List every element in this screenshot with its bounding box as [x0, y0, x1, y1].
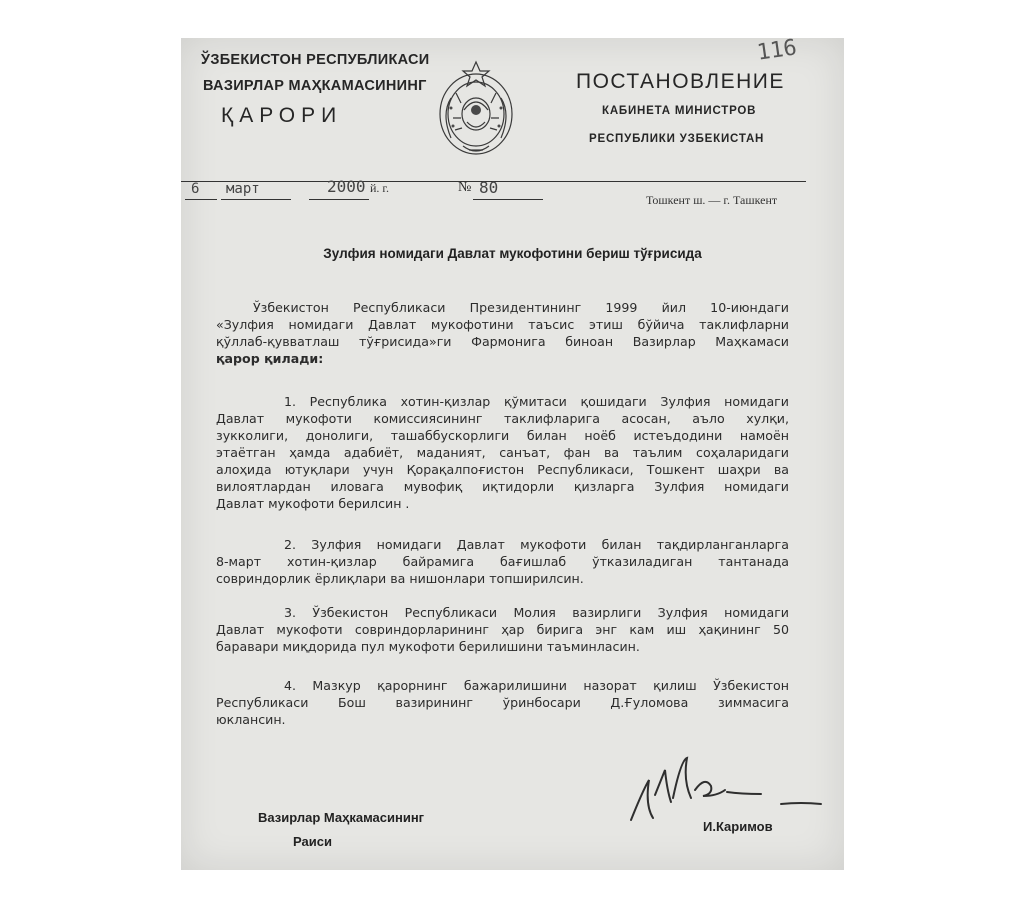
signatory-name: И.Каримов: [703, 819, 773, 834]
paragraph-1-line: Давлат мукофоти берилсин .: [216, 496, 410, 511]
paragraph-1-line: этаётган ҳамда адабиёт, маданият, санъат, фан ва таълим соҳаларидаги: [216, 445, 789, 460]
page-number: 116: [755, 35, 799, 66]
date-month: март: [226, 181, 260, 197]
document-page: [181, 35, 844, 870]
header-uz-line2: ВАЗИРЛАР МАҲКАМАСИНИНГ: [203, 78, 427, 94]
signatory-position-line2: Раиси: [293, 834, 332, 849]
paragraph-2-line: 8-март хотин-қизлар байрамига бағишлаб ўтказиладиган тантанада: [216, 554, 789, 569]
place: Тошкент ш. — г. Ташкент: [646, 193, 778, 207]
paragraph-1-line: вилоятлардан иловага мувофиқ иқтидорли қизларга Зулфия номидаги: [216, 479, 789, 494]
paragraph-4-line: юклансин.: [216, 712, 286, 727]
state-emblem-icon: [431, 58, 521, 162]
paragraph-3-line: баравари миқдорида пул мукофоти берилишини таъминласин.: [216, 639, 640, 654]
signature-icon: [621, 750, 841, 830]
doc-number: 80: [479, 178, 499, 197]
paragraph-1-line: 1. Республика хотин-қизлар қўмитаси қошидаги Зулфия номидаги: [284, 394, 789, 409]
date-year: 2000: [327, 177, 366, 196]
paragraph-1-line: Давлат мукофоти комиссиясининг таклифларига асосан, аъло хулқи,: [216, 411, 789, 426]
header-uz-line3: ҚАРОРИ: [221, 104, 343, 127]
date-year-underline: [309, 199, 369, 200]
date-year-suffix: й. г.: [370, 181, 389, 195]
paragraph-3-line: Давлат мукофоти совриндорларининг ҳар бирига энг кам иш ҳақининг 50: [216, 622, 789, 637]
header-ru-line2: КАБИНЕТА МИНИСТРОВ: [602, 105, 757, 117]
preamble-line: қўллаб-қувватлаш тўғрисида»ги Фармонига биноан Вазирлар Маҳкамаси: [216, 334, 789, 349]
paragraph-2-line: 2. Зулфия номидаги Давлат мукофоти билан тақдирланганларга: [284, 537, 789, 552]
doc-number-underline: [473, 199, 543, 200]
header-uz-line1: ЎЗБЕКИСТОН РЕСПУБЛИКАСИ: [201, 52, 430, 68]
signatory-position-line1: Вазирлар Маҳкамасининг: [258, 810, 425, 825]
paragraph-1-line: зукколиги, донолиги, ташаббускорлиги билан ноёб истеъдодини намоён: [216, 428, 789, 443]
preamble-line: Ўзбекистон Республикаси Президентининг 1999 йил 10-июндаги: [253, 300, 789, 315]
paragraph-1-line: алоҳида ютуқлари учун Қорақалпоғистон Республикаси, Тошкент шаҳри ва: [216, 462, 789, 477]
header-ru-line3: РЕСПУБЛИКИ УЗБЕКИСТАН: [589, 133, 765, 145]
paragraph-4-line: 4. Мазкур қарорнинг бажарилишини назорат қилиш Ўзбекистон: [284, 678, 789, 693]
paragraph-2-line: совриндорлик ёрлиқлари ва нишонлари топширилсин.: [216, 571, 584, 586]
header-ru-line1: ПОСТАНОВЛЕНИЕ: [576, 70, 785, 93]
preamble-line: «Зулфия номидаги Давлат мукофотини таъсис этиш бўйича таклифларни: [216, 317, 789, 332]
decision-phrase: қарор қилади:: [216, 351, 324, 366]
paragraph-3-line: 3. Ўзбекистон Республикаси Молия вазирлиги Зулфия номидаги: [284, 605, 789, 620]
date-month-underline: [221, 199, 291, 200]
document-title: Зулфия номидаги Давлат мукофотини бериш тўғрисида: [323, 246, 702, 261]
date-day: 6: [191, 181, 200, 197]
date-day-underline: [185, 199, 217, 200]
paragraph-4-line: Республикаси Бош вазирининг ўринбосари Д.Ғуломова зиммасига: [216, 695, 789, 710]
number-label: №: [458, 180, 472, 195]
